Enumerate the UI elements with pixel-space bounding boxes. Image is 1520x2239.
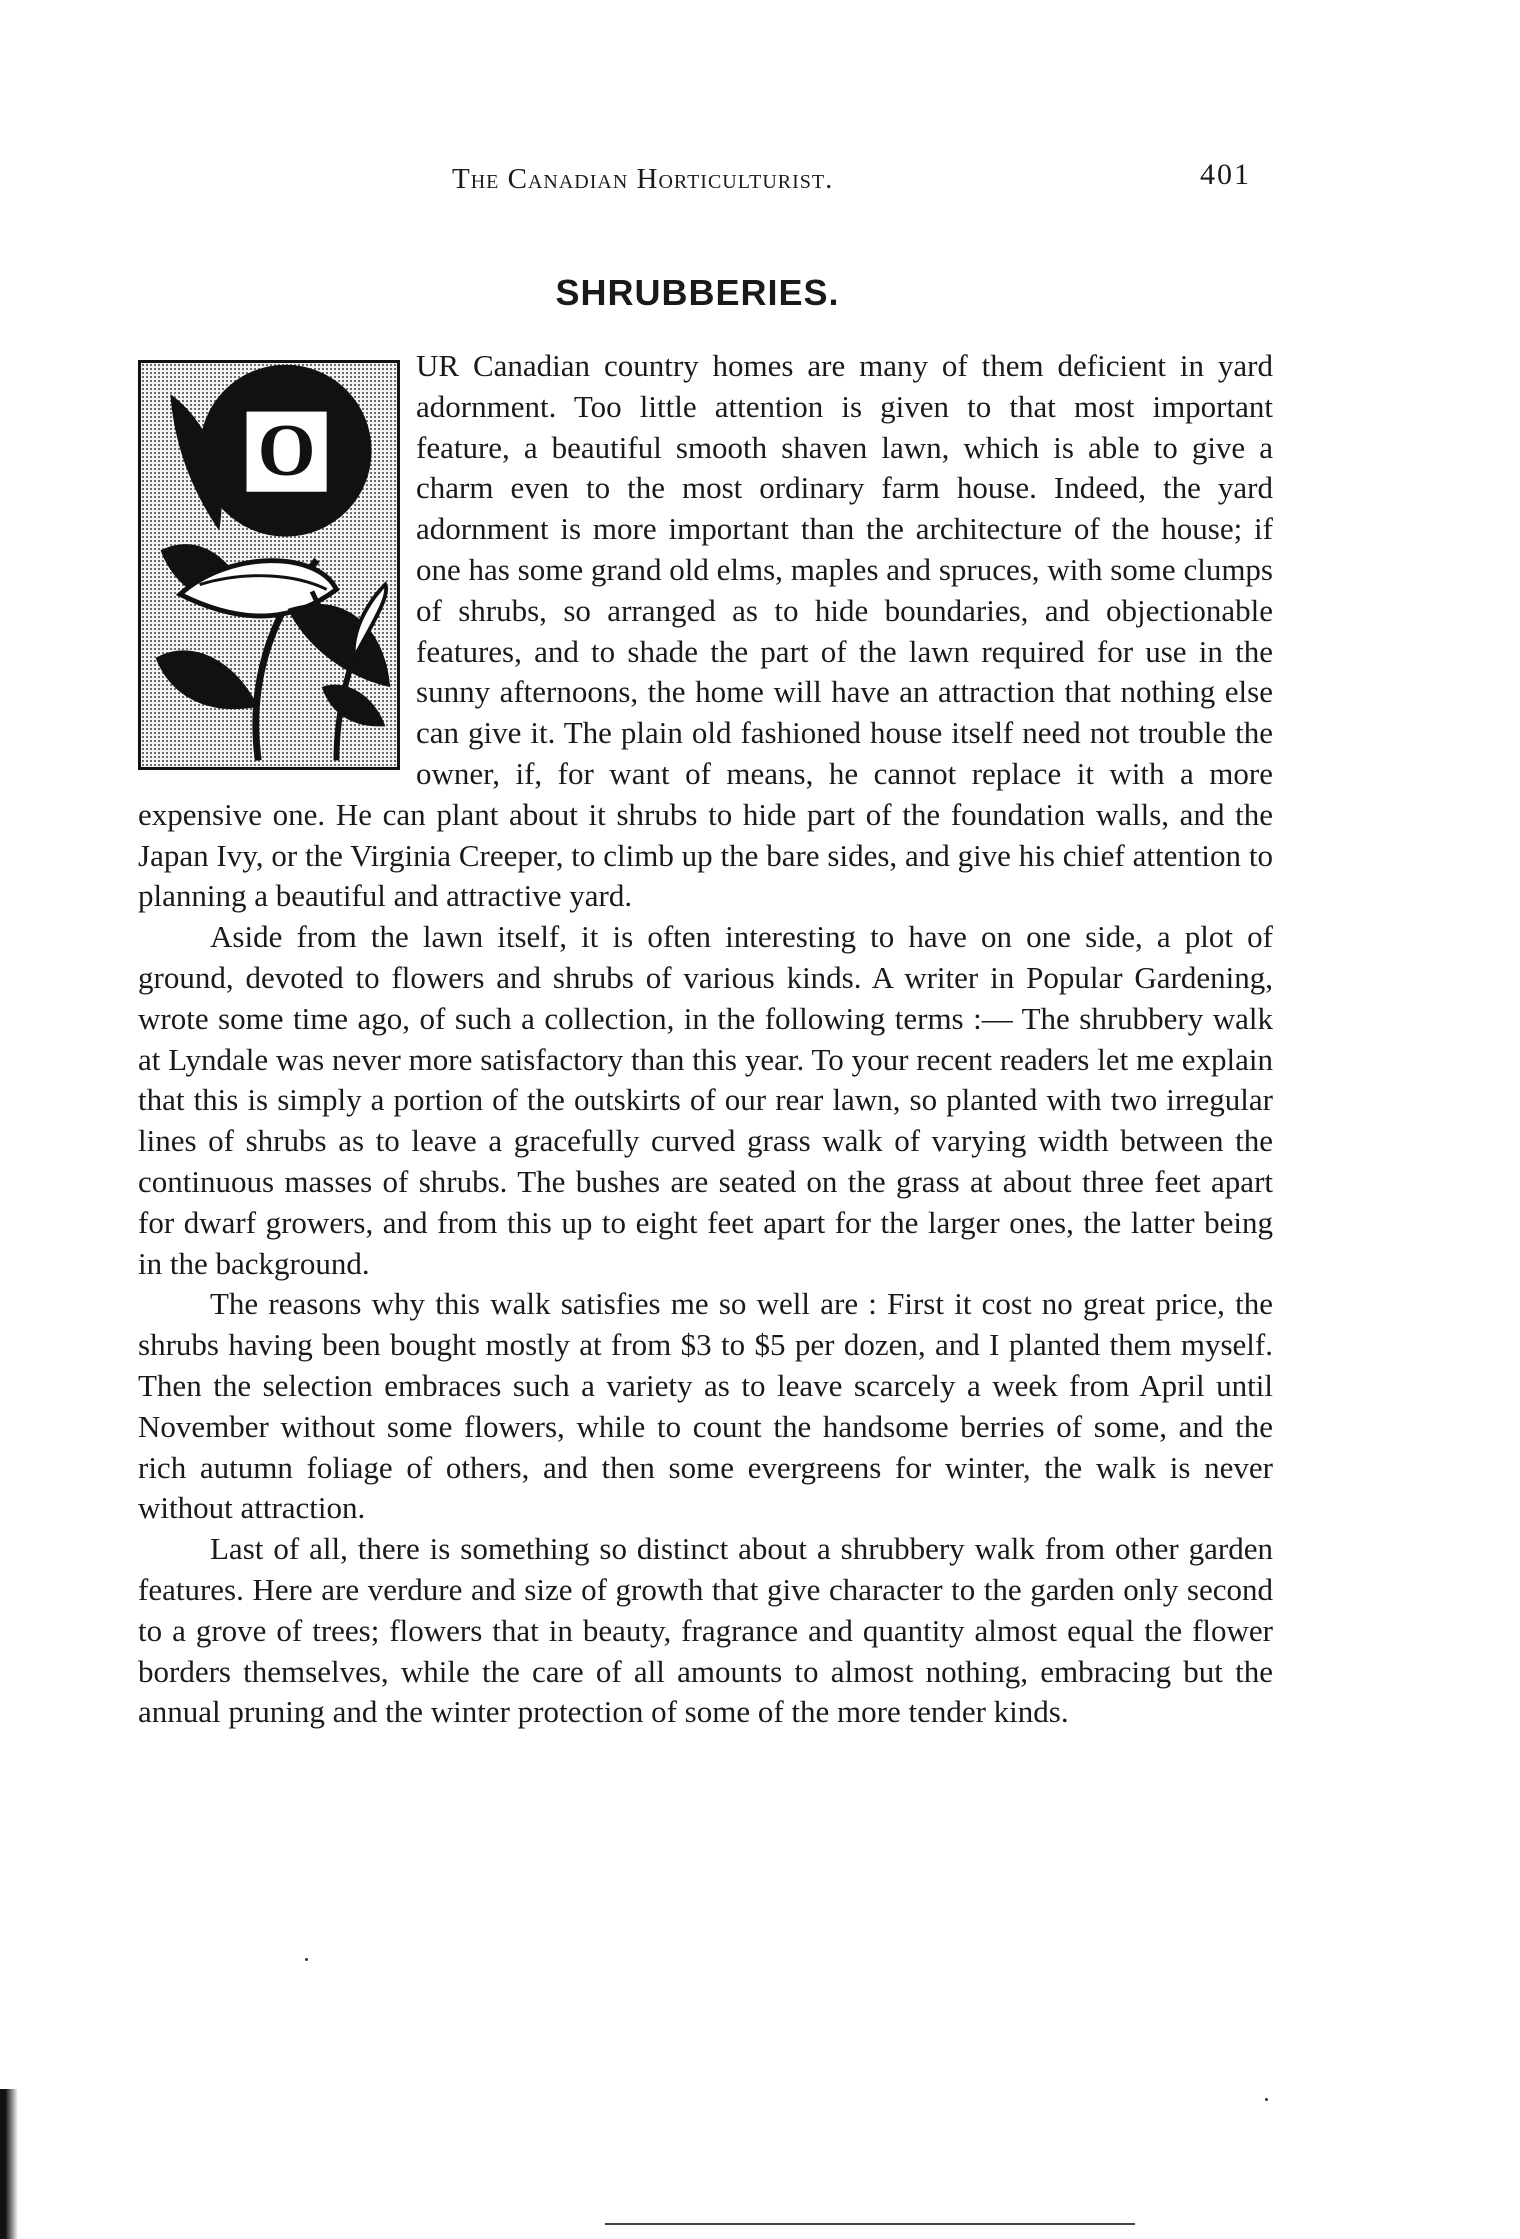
- decorative-initial-icon: [138, 360, 400, 770]
- bottom-rule: [605, 2223, 1135, 2225]
- paragraph-4: Last of all, there is something so distinct about a shrubbery walk from other garden features. Here are verdure and size of growth that give character to the garden only second to a grove of trees; flowers that in beauty, fragrance and quantity almost equal the flower borders themselves, while the care of all amounts to almost nothing, embracing but the annual pruning and the winter protection of some of the more tender kinds.: [138, 1531, 1273, 1730]
- stray-mark: [305, 1958, 308, 1961]
- initial-letter: O: [257, 410, 316, 493]
- running-head: The Canadian Horticulturist.: [452, 163, 834, 195]
- morning-glory-icon: [141, 363, 397, 767]
- stray-mark: [1265, 2098, 1268, 2101]
- paragraph-1: UR Canadian country homes are many of them deficient in yard adornment. Too little attention is given to that most important feature, a beautiful smooth shaven lawn, which is able to give a charm even to the most ordinary farm house. Indeed, the yard adornment is more important than the architecture of the house; if one has some grand old elms, maples and spruces, with some clumps of shrubs, so arranged as to hide boundaries, and objectionable features, and to shade the part of the lawn required for use in the sunny afternoons, the home will have an attraction that nothing else can give it. The plain old fashioned house itself need not trouble the owner, if, for want of means, he cannot replace it with a more expensive one. He can plant about it shrubs to hide part of the foundation walls, and the Japan Ivy, or the Virginia Creeper, to climb up the bare sides, and give his chief attention to planning a beautiful and attractive yard.: [138, 348, 1273, 914]
- article-title: SHRUBBERIES.: [555, 272, 840, 313]
- paragraph-2: Aside from the lawn itself, it is often interesting to have on one side, a plot of ground, devoted to flowers and shrubs of various kinds. A writer in Popular Gardening, wrote some time ago, of such a collection, in the following terms :— The shrubbery walk at Lyndale was never more satisfactory than this year. To your recent readers let me explain that this is simply a portion of the outskirts of our rear lawn, so planted with two irregular lines of shrubs as to leave a gracefully curved grass walk of varying width between the continuous masses of shrubs. The bushes are seated on the grass at about three feet apart for dwarf growers, and from this up to eight feet apart for the larger ones, the latter being in the background.: [138, 919, 1273, 1281]
- page-number: 401: [1200, 158, 1251, 191]
- scan-edge-shadow: [0, 2089, 18, 2239]
- article-body: [138, 346, 1273, 1733]
- paragraph-3: The reasons why this walk satisfies me so well are : First it cost no great price, the shrubs having been bought mostly at from $3 to $5 per dozen, and I planted them myself. Then the selection embraces such a variety as to leave scarcely a week from April until November without some flowers, while to count the handsome berries of some, and the rich autumn foliage of others, and then some evergreens for winter, the walk is never without attraction.: [138, 1286, 1273, 1526]
